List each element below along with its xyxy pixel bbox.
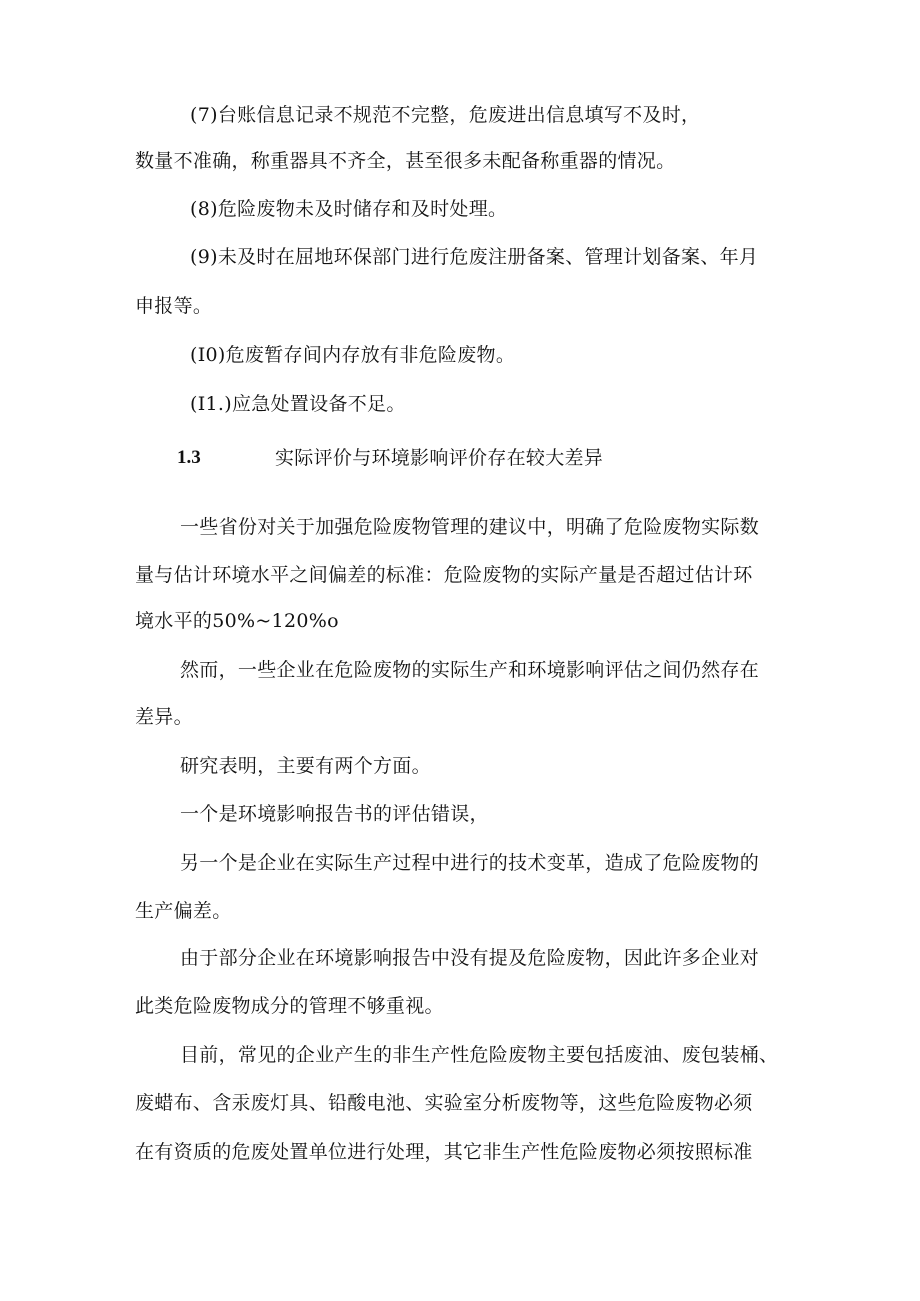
list-item-10-line-1: (I0)危废暂存间内存放有非危险废物。 — [190, 344, 516, 366]
list-item-9-line-1: (9)未及时在屈地环保部门进行危废注册备案、管理计划备案、年月 — [190, 246, 759, 268]
paragraph-4-line-1: 一个是环境影响报告书的评估错误， — [180, 803, 489, 825]
paragraph-5-line-1: 另一个是企业在实际生产过程中进行的技术变革，造成了危险废物的 — [180, 852, 760, 874]
list-item-8-line-1: (8)危险废物未及时储存和及时处理。 — [190, 198, 508, 220]
list-item-7-line-2: 数量不准确，称重器具不齐全，甚至很多未配备称重器的情况。 — [135, 150, 676, 172]
list-item-11-line-1: (I1.)应急处置设备不足。 — [190, 393, 406, 415]
paragraph-3-line-1: 研究表明，主要有两个方面。 — [180, 755, 431, 777]
paragraph-7-line-3: 在有资质的危废处置单位进行处理，其它非生产性危险废物必须按照标准 — [135, 1141, 753, 1163]
section-title: 实际评价与环境影响评价存在较大差异 — [275, 447, 604, 469]
paragraph-1-line-3: 境水平的50%~120%o — [135, 610, 339, 632]
paragraph-7-line-2: 废蜡布、含汞废灯具、铅酸电池、实验室分析废物等，这些危险废物必须 — [135, 1092, 753, 1114]
paragraph-6-line-2: 此类危险废物成分的管理不够重视。 — [135, 995, 444, 1017]
paragraph-6-line-1: 由于部分企业在环境影响报告中没有提及危险废物，因此许多企业对 — [180, 947, 760, 969]
section-number: 1.3 — [177, 447, 201, 468]
paragraph-2-line-1: 然而，一些企业在危险废物的实际生产和环境影响评估之间仍然存在 — [180, 659, 760, 681]
paragraph-5-line-2: 生产偏差。 — [135, 900, 232, 922]
paragraph-1-line-1: 一些省份对关于加强危险废物管理的建议中，明确了危险废物实际数 — [180, 516, 760, 538]
paragraph-2-line-2: 差异。 — [135, 706, 193, 728]
paragraph-7-line-1: 目前，常见的企业产生的非生产性危险废物主要包括废油、废包装桶、 — [180, 1044, 779, 1066]
list-item-9-line-2: 申报等。 — [135, 295, 213, 317]
paragraph-1-line-2: 量与估计环境水平之间偏差的标准：危险废物的实际产量是否超过估计环 — [135, 564, 753, 586]
list-item-7-line-1: (7)台账信息记录不规范不完整，危废进出信息填写不及时， — [190, 104, 701, 126]
